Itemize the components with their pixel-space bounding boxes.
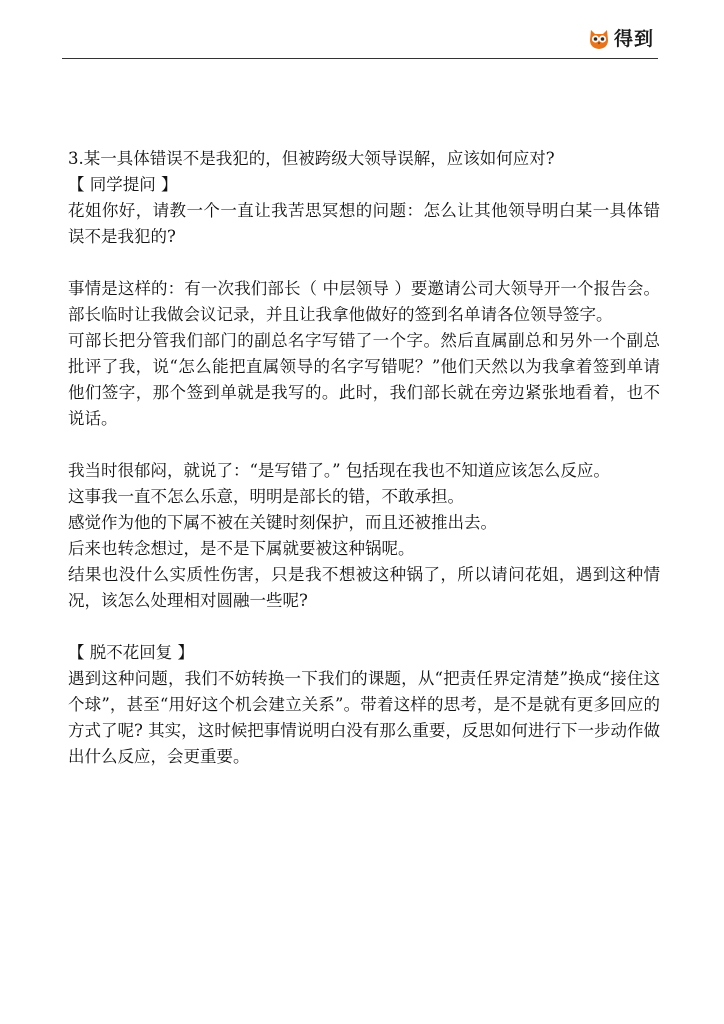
section-reply-label: 【 脱不花回复 】	[68, 643, 194, 662]
header-logo	[588, 24, 654, 51]
reply-paragraphs	[68, 666, 660, 770]
paragraph: 花姐你好，请教一个一直让我苦思冥想的问题：怎么让其他领导明白某一具体错误不是我犯的?	[68, 201, 660, 246]
paragraph: 结果也没什么实质性伤害，只是我不想被这种锅了，所以请问花姐，遇到这种情况，该怎么处理相对圆融一些呢?	[68, 565, 660, 610]
paragraph: 感觉作为他的下属不被在关键时刻保护，而且还被推出去。	[68, 513, 497, 532]
blank-line	[68, 432, 660, 458]
paragraph: 我当时很郁闷，就说了：“是写错了。” 包括现在我也不知道应该怎么反应。	[68, 461, 610, 480]
header-divider	[62, 58, 658, 59]
question-title: 3.某一具体错误不是我犯的，但被跨级大领导误解，应该如何应对?	[68, 149, 555, 168]
document-body	[68, 146, 660, 770]
paragraph: 可部长把分管我们部门的副总名字写错了一个字。然后直属副总和另外一个副总批评了我，说“怎么能把直属领导的名字写错呢？”他们天然以为我拿着签到单请他们签字，那个签到单就是我写的。此时，我们部长就在旁边紧张地看着，也不说话。	[68, 331, 660, 428]
owl-logo-icon	[588, 26, 610, 50]
paragraph: 这事我一直不怎么乐意，明明是部长的错，不敢承担。	[68, 487, 464, 506]
brand-name: 得到	[613, 28, 654, 50]
paragraph: 遇到这种问题，我们不妨转换一下我们的课题，从“把责任界定清楚”换成“接住这个球”，甚至“用好这个机会建立关系”。带着这样的思考，是不是就有更多回应的方式了呢? 其实，这时候把事情说明白没有那么重要，反思如何进行下一步动作做出什么反应，会更重要。	[68, 669, 660, 766]
blank-line	[68, 250, 660, 276]
blank-line	[68, 614, 660, 640]
paragraph: 后来也转念想过，是不是下属就要被这种锅呢。	[68, 539, 415, 558]
paragraph: 事情是这样的：有一次我们部长（ 中层领导 ）要邀请公司大领导开一个报告会。部长临时让我做会议记录，并且让我拿他做好的签到名单请各位领导签字。	[68, 279, 660, 324]
section-question-label: 【 同学提问 】	[68, 175, 178, 194]
question-paragraphs	[68, 198, 660, 614]
